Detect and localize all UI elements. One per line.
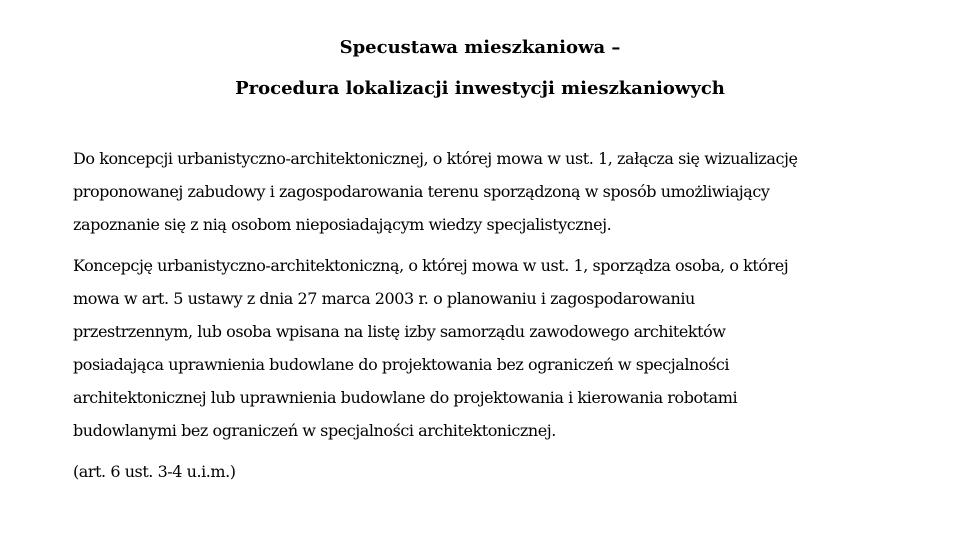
- text-line: Do koncepcji urbanistyczno-architektonicznej, o której mowa w ust. 1, załącza się wizualizację: [73, 149, 798, 168]
- text-line: zapoznanie się z nią osobom nieposiadającym wiedzy specjalistycznej.: [73, 215, 612, 234]
- slide-title-line-2: Procedura lokalizacji inwestycji mieszkaniowych: [235, 78, 725, 99]
- citation-text: (art. 6 ust. 3-4 u.i.m.): [73, 462, 236, 481]
- text-line: architektonicznej lub uprawnienia budowlane do projektowania i kierowania robotami: [73, 388, 738, 407]
- paragraph-visualization: [73, 142, 893, 241]
- text-line: Koncepcję urbanistyczno-architektoniczną, o której mowa w ust. 1, sporządza osoba, o której: [73, 256, 789, 275]
- paragraph-citation: [73, 455, 893, 488]
- slide-title-line-1: Specustawa mieszkaniowa –: [339, 37, 621, 58]
- text-line: proponowanej zabudowy i zagospodarowania terenu sporządzoną w sposób umożliwiający: [73, 182, 770, 201]
- text-line: przestrzennym, lub osoba wpisana na listę izby samorządu zawodowego architektów: [73, 322, 726, 341]
- paragraph-author-qualifications: [73, 249, 893, 447]
- text-line: mowa w art. 5 ustawy z dnia 27 marca 2003 r. o planowaniu i zagospodarowaniu: [73, 289, 695, 308]
- text-line: posiadająca uprawnienia budowlane do projektowania bez ograniczeń w specjalności: [73, 355, 730, 374]
- text-line: budowlanymi bez ograniczeń w specjalności architektonicznej.: [73, 421, 556, 440]
- slide-body: [73, 142, 893, 496]
